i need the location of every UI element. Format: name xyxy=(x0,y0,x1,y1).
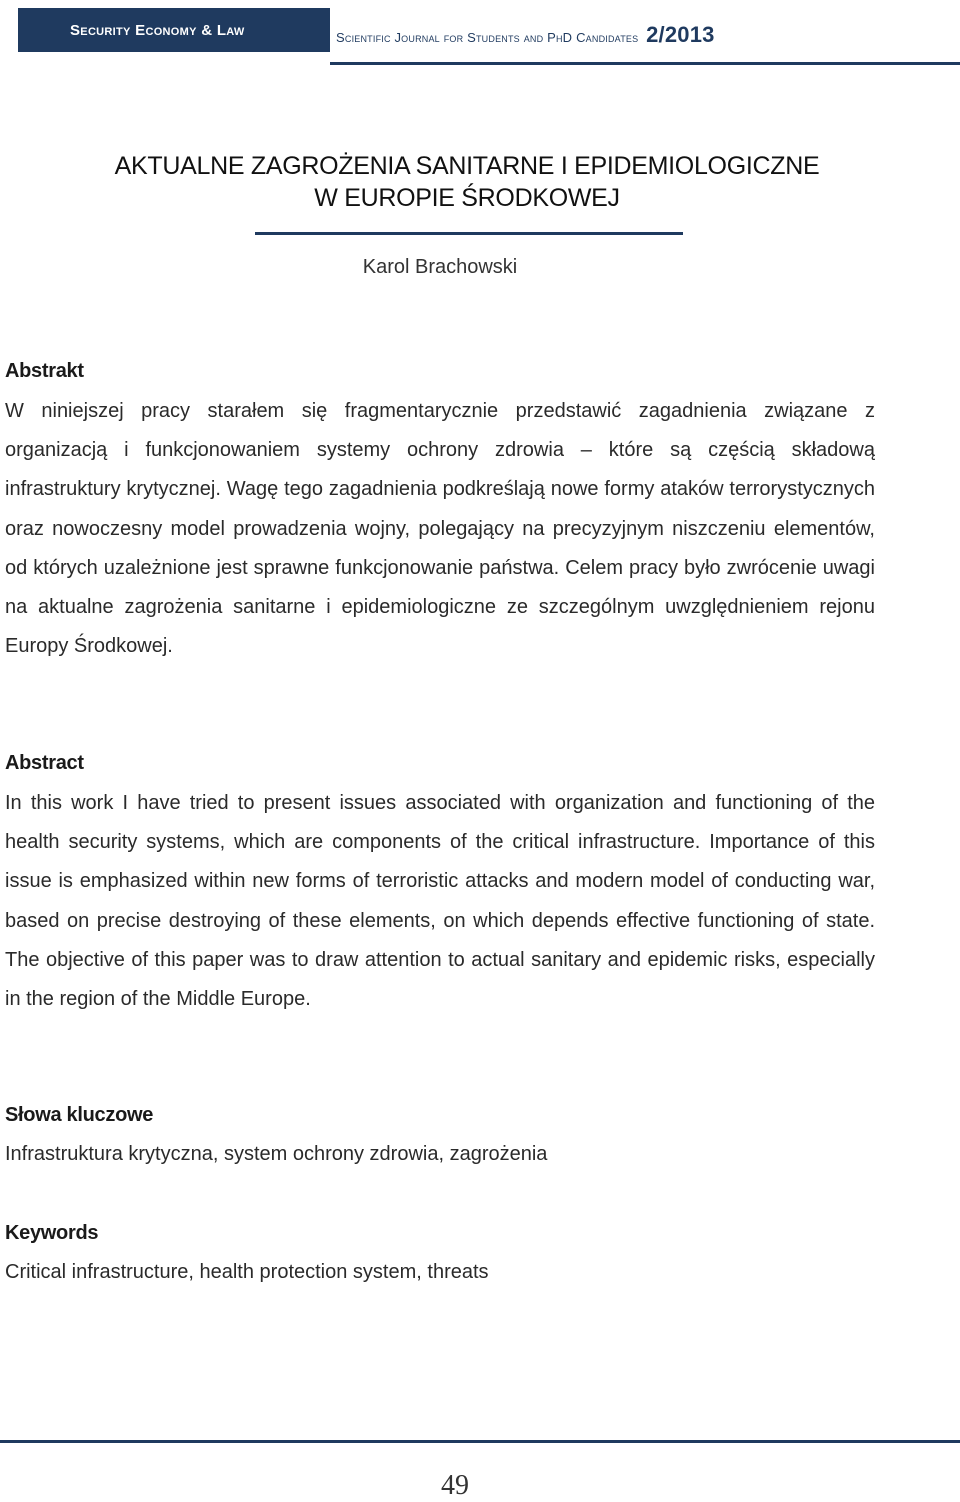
article-title xyxy=(0,150,934,214)
keywords-text: Critical infrastructure, health protection system, threats xyxy=(5,1261,489,1283)
journal-subtitle: Scientific Journal for Students and PhD Candidates xyxy=(336,30,639,45)
keywords-heading: Keywords xyxy=(5,1222,99,1244)
header-divider xyxy=(330,62,960,65)
footer-divider xyxy=(0,1440,960,1443)
journal-header xyxy=(336,22,715,48)
abstract-text: In this work I have tried to present issues associated with organization and functioning of the health security systems, which are components of the critical infrastructure. Importance of this issue is emphasized within new forms of terroristic attacks and modern model of conducting war, based on precise destroying of these elements, on which depends effective functioning of state. The objective of this paper was to draw attention to actual sanitary and epidemic risks, especially in the region of the Middle Europe. xyxy=(5,792,875,1011)
article-author: Karol Brachowski xyxy=(362,256,518,278)
slowa-kluczowe-heading: Słowa kluczowe xyxy=(5,1104,154,1126)
article-title-line-1: AKTUALNE ZAGROŻENIA SANITARNE I EPIDEMIOLOGICZNE xyxy=(114,152,820,180)
article-title-line-2: W EUROPIE ŚRODKOWEJ xyxy=(314,184,620,212)
journal-logo: Security Economy & Law xyxy=(18,8,330,52)
abstrakt-text: W niniejszej pracy starałem się fragmentarycznie przedstawić zagadnienia związane z organizacją i funkcjonowaniem systemy ochrony zdrowia – które są częścią składową infrastruktury krytycznej. Wagę tego zagadnienia podkreślają nowe formy ataków terrorystycznych oraz nowoczesny model prowadzenia wojny, polegający na precyzyjnym niszczeniu elementów, od których uzależnione jest sprawne funkcjonowanie państwa. Celem pracy było zwrócenie uwagi na aktualne zagrożenia sanitarne i epidemiologiczne ze szczególnym uwzględnieniem rejonu Europy Środkowej. xyxy=(5,400,875,658)
abstrakt-heading: Abstrakt xyxy=(5,360,84,382)
slowa-kluczowe-text: Infrastruktura krytyczna, system ochrony zdrowia, zagrożenia xyxy=(5,1143,548,1165)
abstract-heading: Abstract xyxy=(5,752,84,774)
journal-issue: 2/2013 xyxy=(646,22,715,47)
page-number: 49 xyxy=(441,1470,469,1501)
title-divider xyxy=(255,232,683,235)
